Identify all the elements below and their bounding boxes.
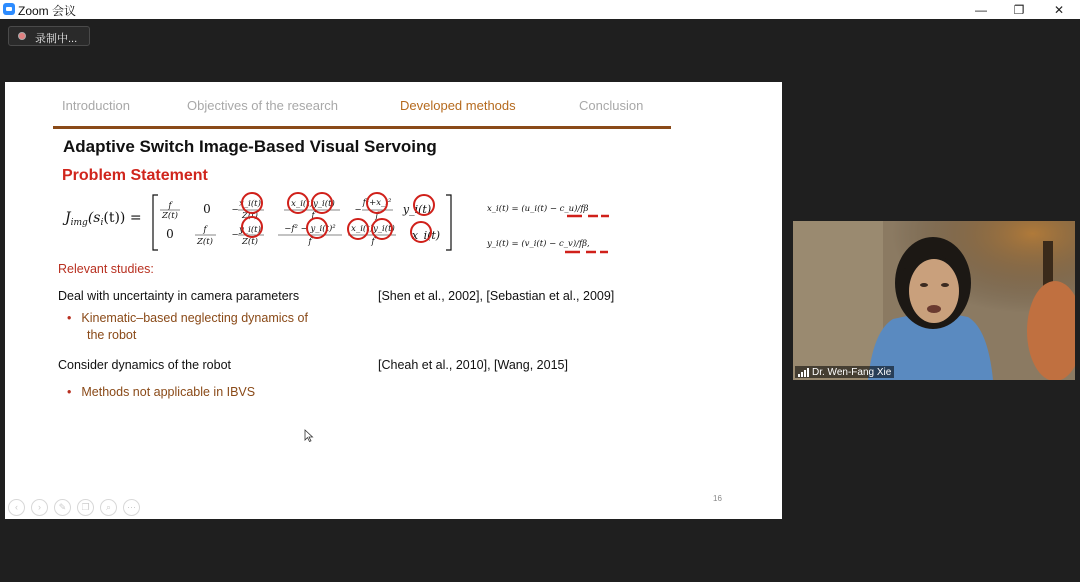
annotation-circles xyxy=(242,193,434,242)
m25-den: f xyxy=(371,237,375,247)
m23-den: Z(t) xyxy=(242,237,258,247)
slide-toolbar xyxy=(8,499,140,516)
m15-num: f²+x_i² xyxy=(362,198,392,208)
next-icon[interactable]: › xyxy=(31,499,48,516)
m23-num: y_i(t) xyxy=(239,225,261,235)
slide-subtitle: Problem Statement xyxy=(62,167,208,184)
m11-den: Z(t) xyxy=(162,211,178,221)
row2-bullet: • Methods not applicable in IBVS xyxy=(67,385,256,399)
window-title: Zoom 会议 xyxy=(18,4,77,18)
m15-den: f xyxy=(375,211,379,221)
mouse-cursor-icon xyxy=(304,429,314,443)
m13-den: Z(t) xyxy=(242,211,258,221)
eq-lhs: $J_{img}(s_i(t))$ = xyxy=(65,210,142,228)
restore-button[interactable]: ❐ xyxy=(1013,2,1025,17)
m14-num: x_i(t)y_i(t) xyxy=(291,199,335,209)
signal-icon xyxy=(798,368,809,377)
title-bar xyxy=(0,0,1080,19)
nav-introduction[interactable]: Introduction xyxy=(62,98,130,113)
copy-icon[interactable]: ❐ xyxy=(77,499,94,516)
close-button[interactable]: ✕ xyxy=(1053,2,1065,17)
m11-num: f xyxy=(168,201,172,211)
side-eq-1: x_i(t) = (u_i(t) − c_u)/fβ xyxy=(487,204,589,214)
row1-bullet: • Kinematic–based neglecting dynamics of the robot xyxy=(67,311,308,342)
prev-icon[interactable]: ‹ xyxy=(8,499,25,516)
nav-developed-methods[interactable]: Developed methods xyxy=(400,98,516,113)
right-bracket xyxy=(446,195,451,250)
participant-video[interactable] xyxy=(793,221,1075,380)
m13-num: x_i(t) xyxy=(239,199,261,209)
m21: 0 xyxy=(166,227,174,241)
more-icon[interactable]: ⋯ xyxy=(123,499,140,516)
slide-title: Adaptive Switch Image-Based Visual Servoing xyxy=(63,137,437,156)
zoom-app-icon xyxy=(3,3,15,15)
svg-text:−: − xyxy=(231,205,239,215)
row2-text: Consider dynamics of the robot xyxy=(58,358,232,372)
svg-text:−: − xyxy=(231,230,239,240)
m14-den: f xyxy=(311,211,315,221)
m16: y_i(t) xyxy=(402,203,432,216)
m25-num: x_i(t)y_i(t) xyxy=(351,224,395,234)
pen-icon[interactable]: ✎ xyxy=(54,499,71,516)
svg-text:−: − xyxy=(354,205,362,215)
m24-num: −f² − y_i(t)² xyxy=(284,224,336,234)
participant-name: Dr. Wen-Fang Xie xyxy=(812,366,892,378)
zoom-icon[interactable]: ⌕ xyxy=(100,499,117,516)
minimize-button[interactable]: — xyxy=(975,2,987,17)
nav-conclusion[interactable]: Conclusion xyxy=(579,98,644,113)
m12: 0 xyxy=(203,202,211,216)
m22-den: Z(t) xyxy=(197,237,213,247)
m26: x_i(t) xyxy=(411,229,441,242)
relevant-studies-label: Relevant studies: xyxy=(58,262,154,276)
recording-indicator[interactable] xyxy=(8,26,90,46)
m22-num: f xyxy=(203,225,207,235)
m24-den: f xyxy=(308,237,312,247)
side-eq-2: y_i(t) = (v_i(t) − c_v)/fβ, xyxy=(487,239,590,249)
shared-slide xyxy=(5,82,782,519)
recording-label: 录制中... xyxy=(35,33,78,45)
page-number: 16 xyxy=(713,494,722,503)
nav-divider xyxy=(53,126,671,129)
nav-objectives[interactable]: Objectives of the research xyxy=(187,98,339,113)
video-frame xyxy=(793,221,1075,380)
record-icon xyxy=(18,32,26,40)
participant-name-tag xyxy=(795,366,894,378)
left-bracket xyxy=(153,195,158,250)
row1-refs: [Shen et al., 2002], [Sebastian et al., 2009] xyxy=(378,289,615,303)
row2-refs: [Cheah et al., 2010], [Wang, 2015] xyxy=(378,358,568,372)
jacobian-equation xyxy=(60,188,620,260)
row1-text: Deal with uncertainty in camera parameters xyxy=(58,289,300,303)
